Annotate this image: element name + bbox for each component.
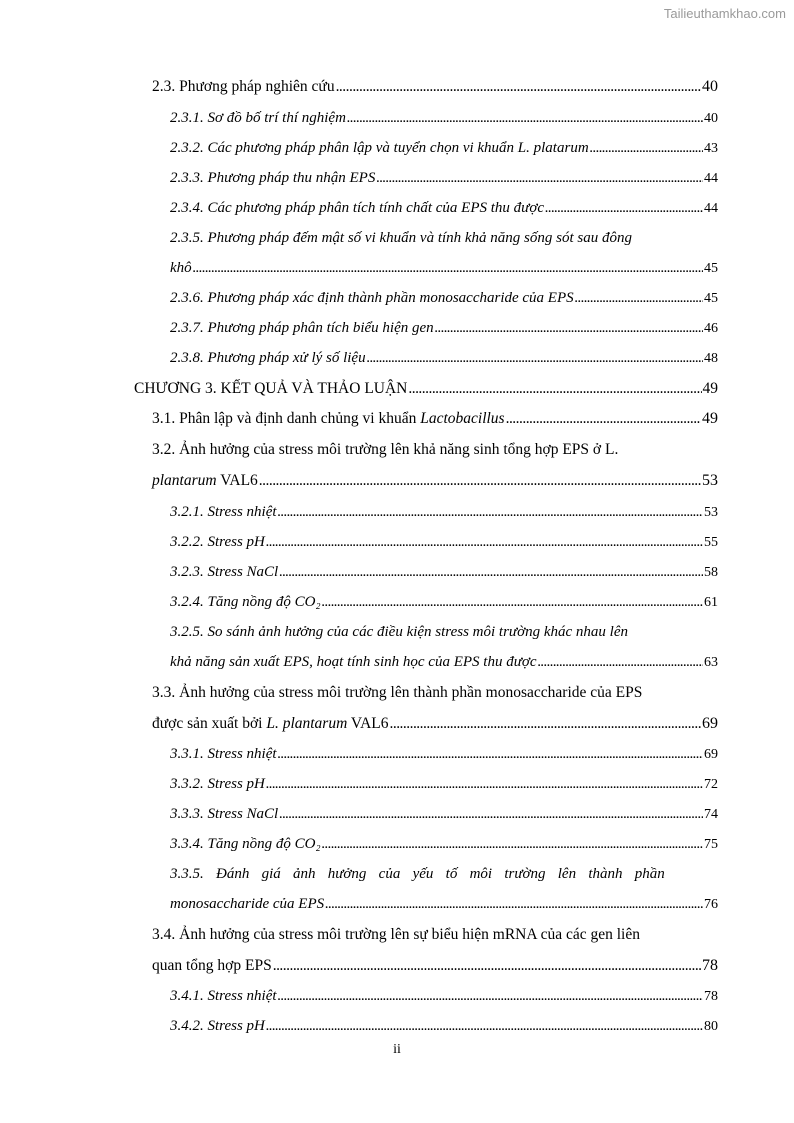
toc-entry-title: 3.3.3. Stress NaCl xyxy=(170,806,279,822)
dot-leader xyxy=(325,896,703,913)
toc-entry[interactable] xyxy=(170,988,718,1005)
toc-page-number: 48 xyxy=(704,351,718,366)
dot-leader xyxy=(278,746,703,763)
toc-entry[interactable] xyxy=(170,290,718,307)
dot-leader xyxy=(259,472,701,490)
dot-leader xyxy=(408,380,701,398)
dot-leader xyxy=(367,350,703,367)
toc-entry[interactable] xyxy=(170,1018,718,1035)
dot-leader xyxy=(347,110,703,127)
toc-entry-title: 3.1. Phân lập và định danh chủng vi khuẩn Lactobacillus xyxy=(152,410,505,427)
toc-entry-title: được sản xuất bởi L. plantarum VAL6 xyxy=(152,715,389,732)
dot-leader xyxy=(266,534,703,551)
toc-entry-title: 2.3. Phương pháp nghiên cứu xyxy=(152,78,335,95)
toc-entry-title: 2.3.3. Phương pháp thu nhận EPS xyxy=(170,170,376,186)
toc-page-number: 72 xyxy=(704,777,718,792)
toc-entry-line[interactable]: 3.2.5. So sánh ảnh hưởng của các điều kiện stress môi trường khác nhau lên xyxy=(170,624,629,640)
dot-leader xyxy=(506,410,701,428)
toc-entry-title: 2.3.2. Các phương pháp phân lập và tuyển chọn vi khuẩn L. platarum xyxy=(170,140,589,156)
toc-entry[interactable] xyxy=(152,472,718,490)
toc-page-number: 61 xyxy=(704,595,718,610)
toc-entry-line[interactable]: 3.3.5. Đánh giá ảnh hưởng của yếu tố môi trường lên thành phần xyxy=(170,866,665,882)
toc-entry-line[interactable]: 3.3. Ảnh hưởng của stress môi trường lên thành phần monosaccharide của EPS xyxy=(152,684,643,701)
toc-page-number: 49 xyxy=(702,380,718,397)
dot-leader xyxy=(278,504,703,521)
toc-entry[interactable] xyxy=(152,410,718,428)
toc-entry-title: 3.3.4. Tăng nồng độ CO₂ xyxy=(170,836,321,852)
dot-leader xyxy=(193,260,703,277)
toc-entry-title: 3.2.2. Stress pH xyxy=(170,534,265,550)
toc-page-number: 44 xyxy=(704,201,718,216)
toc-entry[interactable] xyxy=(170,746,718,763)
toc-page-number: 40 xyxy=(702,78,718,95)
toc-entry-title: 3.4.2. Stress pH xyxy=(170,1018,265,1034)
toc-entry[interactable] xyxy=(152,957,718,975)
toc-entry[interactable] xyxy=(170,594,718,611)
toc-entry-title: 3.3.1. Stress nhiệt xyxy=(170,746,277,762)
toc-entry-title: 3.3.2. Stress pH xyxy=(170,776,265,792)
toc-entry-title: plantarum VAL6 xyxy=(152,472,258,489)
dot-leader xyxy=(435,320,703,337)
toc-chapter[interactable] xyxy=(134,380,718,398)
toc-page-number: 76 xyxy=(704,897,718,912)
dot-leader xyxy=(322,836,703,853)
toc-entry[interactable] xyxy=(152,715,718,733)
toc-page-number: 69 xyxy=(704,747,718,762)
toc-entry[interactable] xyxy=(170,806,718,823)
dot-leader xyxy=(278,988,703,1005)
toc-page-number: 80 xyxy=(704,1019,718,1034)
toc-entry[interactable] xyxy=(170,260,718,277)
toc-entry-title: 2.3.7. Phương pháp phân tích biểu hiện gen xyxy=(170,320,434,336)
dot-leader xyxy=(538,654,703,671)
toc-page-number: 78 xyxy=(702,957,718,974)
toc-entry[interactable] xyxy=(170,170,718,187)
toc-page-number: 53 xyxy=(702,472,718,489)
toc-page-number: 55 xyxy=(704,535,718,550)
watermark: Tailieuthamkhao.com xyxy=(663,6,786,21)
toc-page-number: 46 xyxy=(704,321,718,336)
toc-page-number: 74 xyxy=(704,807,718,822)
dot-leader xyxy=(545,200,703,217)
dot-leader xyxy=(322,594,703,611)
toc-page-number: 45 xyxy=(704,261,718,276)
toc-page-number: 69 xyxy=(702,715,718,732)
dot-leader xyxy=(590,140,703,157)
page-number: ii xyxy=(393,1042,401,1057)
toc-page-number: 49 xyxy=(702,410,718,427)
toc-entry[interactable] xyxy=(170,836,718,853)
toc-entry[interactable] xyxy=(152,78,718,96)
toc-page-number: 43 xyxy=(704,141,718,156)
toc-entry-title: khả năng sản xuất EPS, hoạt tính sinh học của EPS thu được xyxy=(170,654,537,670)
toc-entry[interactable] xyxy=(170,110,718,127)
dot-leader xyxy=(266,1018,703,1035)
toc-entry[interactable] xyxy=(170,534,718,551)
toc-entry-title: khô xyxy=(170,260,192,276)
dot-leader xyxy=(279,564,703,581)
toc-entry-line[interactable]: 3.2. Ảnh hưởng của stress môi trường lên khả năng sinh tổng hợp EPS ở L. xyxy=(152,441,619,458)
toc-page-number: 40 xyxy=(704,111,718,126)
toc-entry-title: CHƯƠNG 3. KẾT QUẢ VÀ THẢO LUẬN xyxy=(134,380,408,397)
toc-entry-title: monosaccharide của EPS xyxy=(170,896,325,912)
toc-page-number: 78 xyxy=(704,989,718,1004)
toc-entry-title: 3.2.1. Stress nhiệt xyxy=(170,504,277,520)
toc-entry-title: 2.3.8. Phương pháp xử lý số liệu xyxy=(170,350,366,366)
dot-leader xyxy=(336,78,701,96)
dot-leader xyxy=(266,776,703,793)
toc-entry-title: 2.3.6. Phương pháp xác định thành phần monosaccharide của EPS xyxy=(170,290,574,306)
toc-entry[interactable] xyxy=(170,320,718,337)
toc-page-number: 44 xyxy=(704,171,718,186)
toc-entry-title: 3.2.4. Tăng nồng độ CO₂ xyxy=(170,594,321,610)
toc-entry-title: quan tổng hợp EPS xyxy=(152,957,272,974)
toc-page-number: 58 xyxy=(704,565,718,580)
dot-leader xyxy=(273,957,701,975)
toc-page-number: 53 xyxy=(704,505,718,520)
toc-entry[interactable] xyxy=(170,504,718,521)
dot-leader xyxy=(279,806,703,823)
toc-entry-line[interactable]: 3.4. Ảnh hưởng của stress môi trường lên sự biểu hiện mRNA của các gen liên xyxy=(152,926,640,943)
toc-entry-title: 3.2.3. Stress NaCl xyxy=(170,564,279,580)
dot-leader xyxy=(376,170,703,187)
toc-entry[interactable] xyxy=(170,564,718,581)
dot-leader xyxy=(390,715,702,733)
toc-entry[interactable] xyxy=(170,350,718,367)
toc-page-number: 75 xyxy=(704,837,718,852)
toc-entry-line[interactable]: 2.3.5. Phương pháp đếm mật số vi khuẩn và tính khả năng sống sót sau đông xyxy=(170,230,632,246)
toc-entry[interactable] xyxy=(170,896,718,913)
toc-entry[interactable] xyxy=(170,776,718,793)
toc-page-number: 63 xyxy=(704,655,718,670)
toc-entry[interactable] xyxy=(170,200,718,217)
toc-entry-title: 2.3.1. Sơ đồ bố trí thí nghiệm xyxy=(170,110,346,126)
toc-entry-title: 2.3.4. Các phương pháp phân tích tính chất của EPS thu được xyxy=(170,200,544,216)
toc-entry[interactable] xyxy=(170,654,718,671)
toc-entry-title: 3.4.1. Stress nhiệt xyxy=(170,988,277,1004)
toc-entry[interactable] xyxy=(170,140,718,157)
dot-leader xyxy=(575,290,703,307)
toc-page-number: 45 xyxy=(704,291,718,306)
